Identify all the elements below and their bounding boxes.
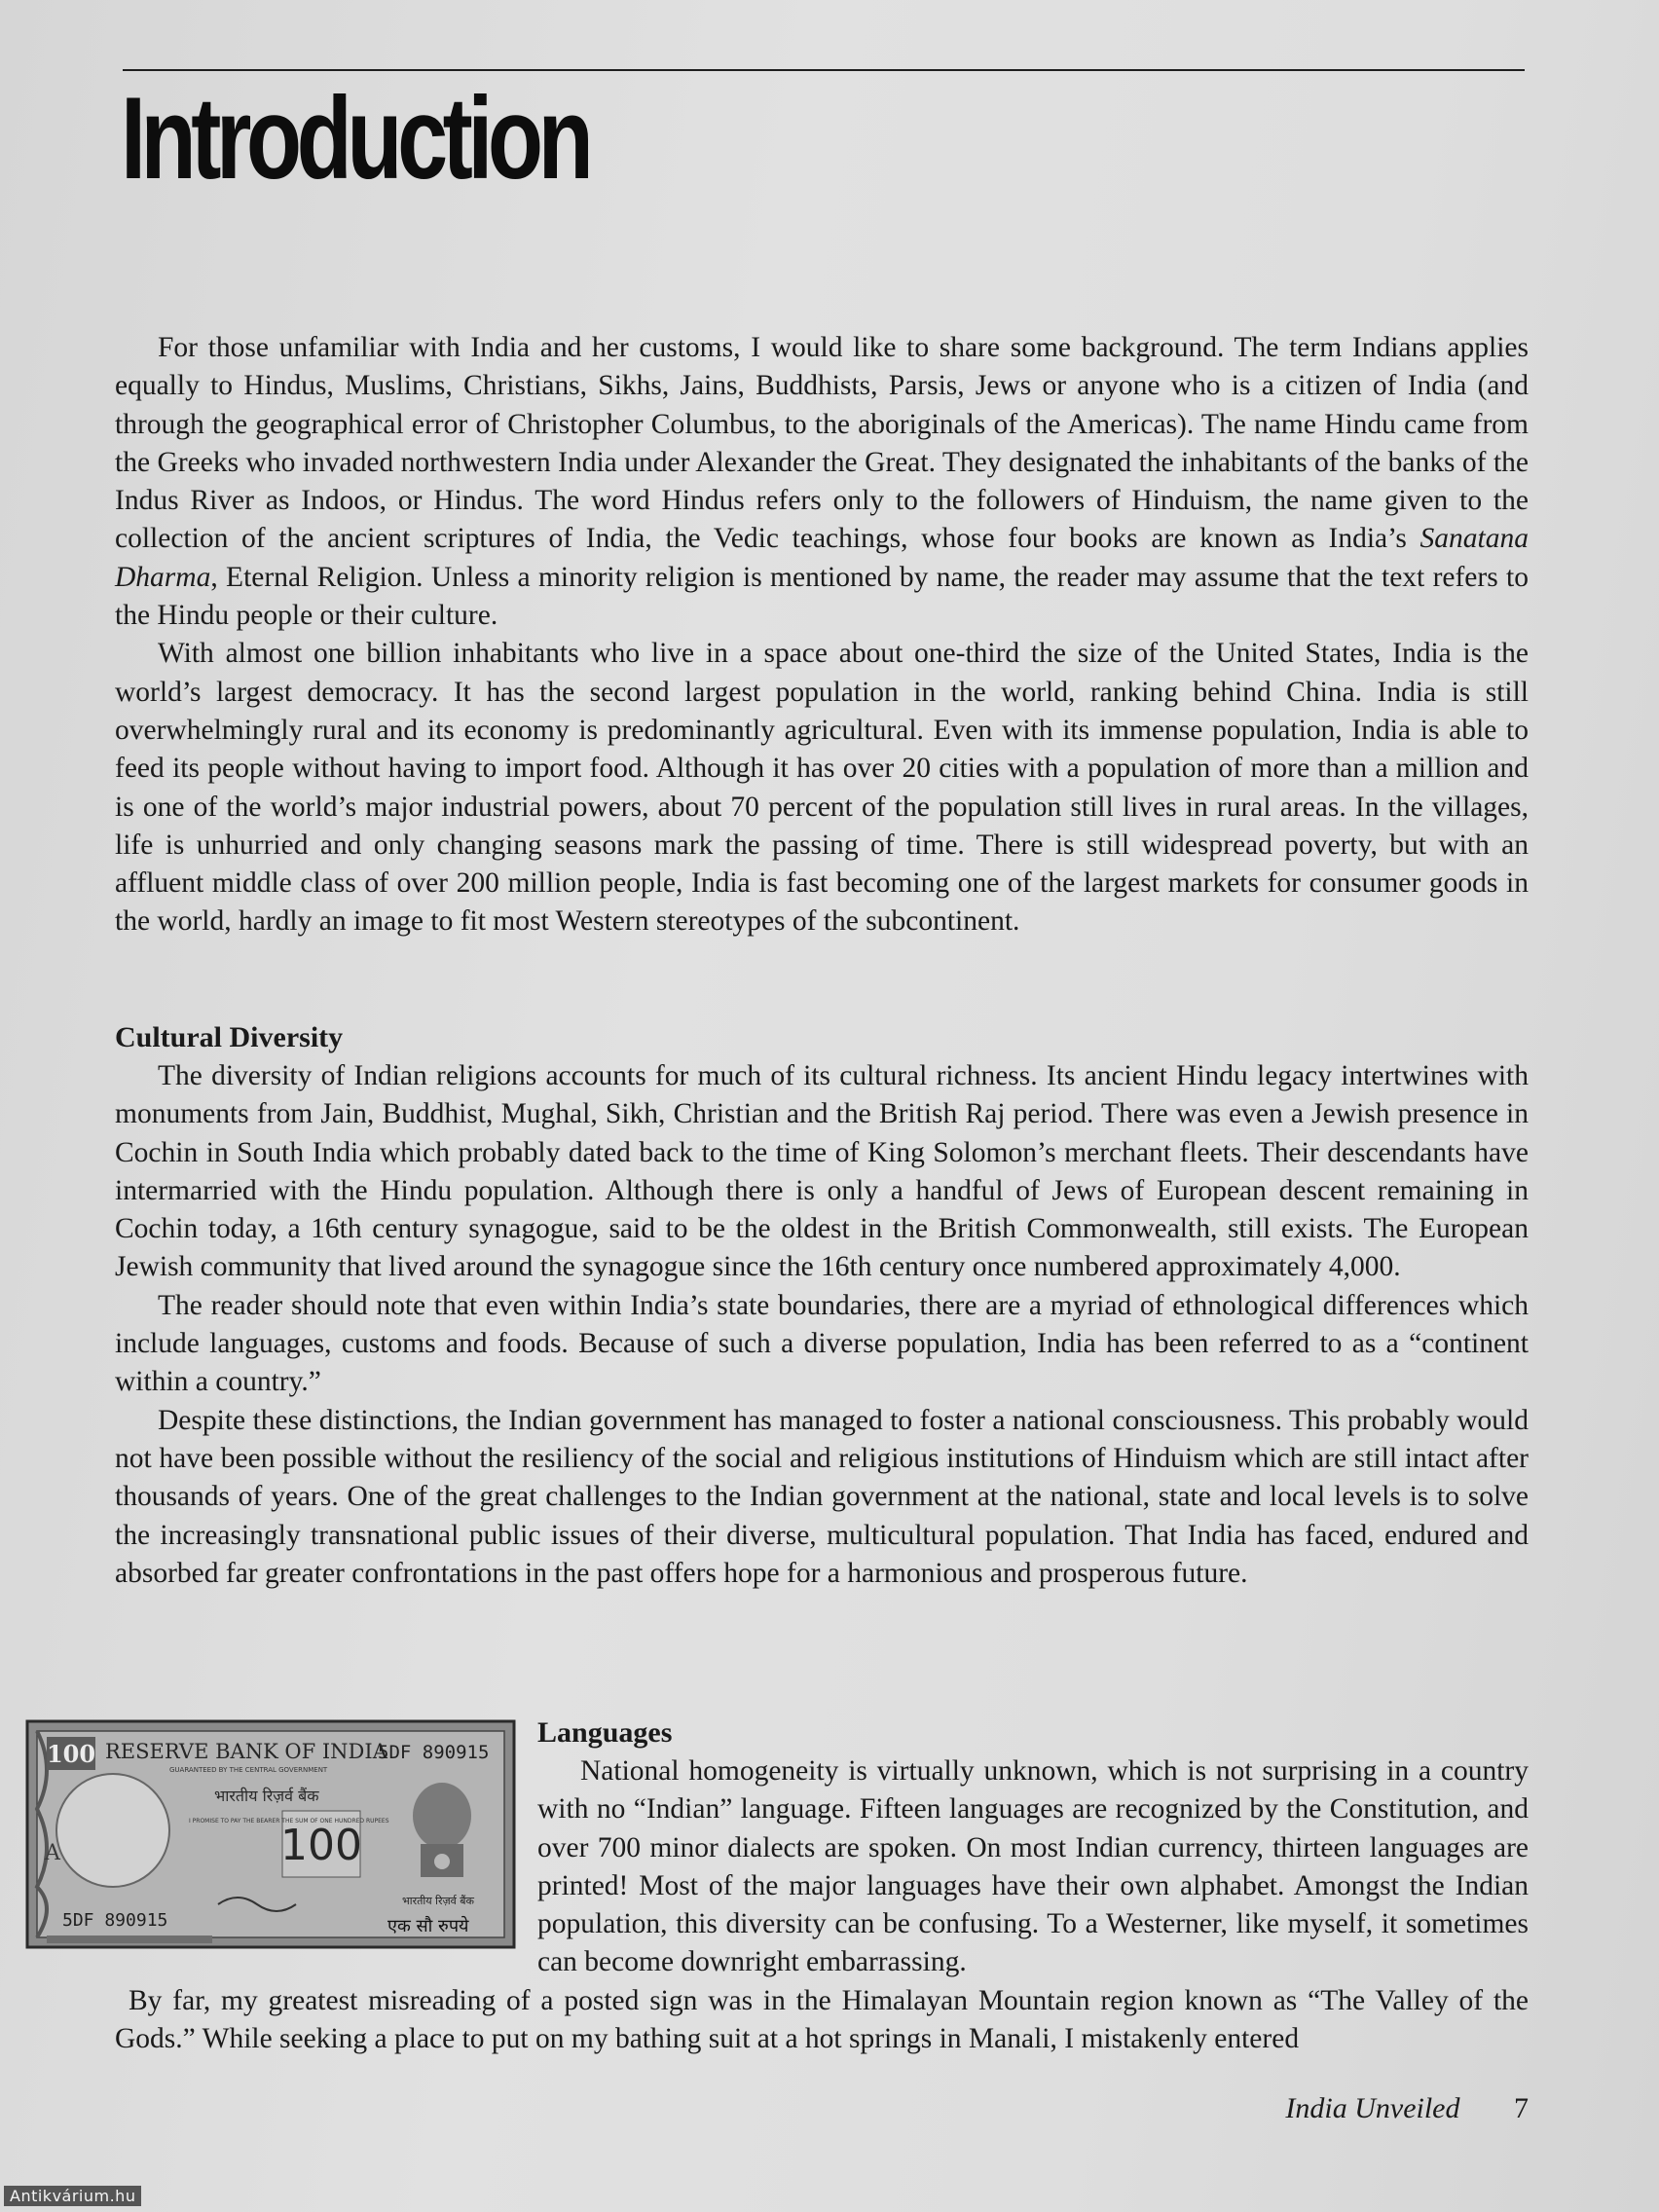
banknote-subline: GUARANTEED BY THE CENTRAL GOVERNMENT — [169, 1766, 328, 1774]
banknote-illustration — [23, 1714, 520, 1957]
italic-term: Sanatana Dharma — [115, 523, 1529, 593]
intro-paragraph-2: With almost one billion inhabitants who live in a space about one-third the size of the United States, India is the world’s largest democracy. It has the second largest population in the world, ranking behind China. India is still overwhelmingly rural and its economy is predominantly agricultural. Even with its immense population, India is able to feed its people without having to import food. Although it has over 20 cities with a population of more than a million and is one of the world’s major industrial powers, about 70 percent of the population still lives in rural areas. In the villages, life is unhurried and only changing seasons mark the passing of time. There is still widespread poverty, but with an affluent middle class of over 200 million people, India is fast becoming one of the largest markets for consumer goods in the world, hardly an image to fit most Western stereotypes of the subcontinent. — [115, 638, 1529, 938]
banknote-image — [23, 1714, 520, 1957]
running-title: India Unveiled — [1285, 2092, 1460, 2124]
languages-paragraph-2: By far, my greatest misreading of a posted sign was in the Himalayan Mountain region known as “The Valley of the Gods.” While seeking a place to put on my bathing suit at a hot springs in Manali, I mistakenly entered — [115, 1985, 1529, 2055]
banknote-inset-letter: A — [45, 1841, 60, 1865]
banknote-serial-top: 5DF 890915 — [378, 1742, 490, 1763]
banknote-hindi-denomination: एक सौ रुपये — [387, 1916, 469, 1936]
page-title: Introduction — [121, 73, 589, 203]
banknote-emblem-caption: भारतीय रिज़र्व बैंक — [402, 1895, 474, 1907]
banknote-hindi-bank: भारतीय रिज़र्व बैंक — [214, 1787, 319, 1805]
languages-paragraph-1: National homogeneity is virtually unknown, which is not surprising in a country with no “Indian” language. Fifteen languages are recognized by the Constitution, and over 700 minor dialects are spoken. On most Indian currency, thirteen languages are printed! Most of the major languages have their own alphabet. Amongst the Indian population, this diversity can be confusing. To a Westerner, like myself, it sometimes can become downright embarrassing. — [537, 1755, 1529, 1978]
page-footer — [1285, 2089, 1529, 2128]
banknote-promise-text: I PROMISE TO PAY THE BEARER THE SUM OF ONE HUNDRED RUPEES — [189, 1818, 389, 1825]
banknote-bank-name: RESERVE BANK OF INDIA — [105, 1740, 387, 1763]
watermark-label: Antikvárium.hu — [4, 2186, 141, 2206]
cultural-diversity-section — [115, 1018, 1529, 1593]
cultural-diversity-paragraph-3: Despite these distinctions, the Indian government has managed to foster a national consciousness. This probably would not have been possible without the resiliency of the social and religious institutions of Hinduism which are still intact after thousands of years. One of the great challenges to the Indian government at the national, state and local levels is to solve the increasingly transnational public issues of their diverse, multicultural population. That India has faced, endured and absorbed far greater confrontations in the past offers hope for a harmonious and prosperous future. — [115, 1404, 1529, 1589]
section-heading-cultural-diversity: Cultural Diversity — [115, 1021, 344, 1053]
intro-paragraph-1 — [115, 329, 1529, 635]
cultural-diversity-paragraph-2: The reader should note that even within India’s state boundaries, there are a myriad of ethnological differences which include languages, customs and foods. Because of such a diverse population, India has been referred to as a “continent within a country.” — [115, 1289, 1529, 1398]
languages-section — [537, 1714, 1529, 1982]
intro-section — [115, 329, 1529, 941]
text-run: For those unfamiliar with India and her customs, I would like to share some background. The term Indians applies equally to Hindus, Muslims, Christians, Sikhs, Jains, Buddhists, Parsis, Jews or anyone who is a citizen of India (and through the geographical error of Christopher Columbus, to the aboriginals of the Americas). The name Hindu came from the Greeks who invaded northwestern India under Alexander the Great. They designated the inhabitants of the banks of the Indus River as Indoos, or Hindus. The word Hindus refers only to the followers of Hinduism, the name given to the collection of the ancient scriptures of India, the Vedic teachings, whose four books are known as India’s — [115, 332, 1529, 555]
text-run: , Eternal Religion. Unless a minority religion is mentioned by name, the reader may assume that the text refers to the Hindu people or their culture. — [115, 561, 1529, 632]
page-number: 7 — [1514, 2092, 1529, 2124]
cultural-diversity-paragraph-1: The diversity of Indian religions accounts for much of its cultural richness. Its ancient Hindu legacy intertwines with monuments from Jain, Buddhist, Mughal, Sikh, Christian and the British Raj period. There was even a Jewish presence in Cochin in South India which probably dated back to the time of King Solomon’s merchant fleets. Their descendants have intermarried with the Hindu population. Although there is only a handful of Jews of European descent remaining in Cochin today, a 16th century synagogue, said to be the oldest in the British Commonwealth, still exists. The European Jewish community that lived around the synagogue since the 16th century once numbered approximately 4,000. — [115, 1060, 1529, 1283]
watermark-circle — [56, 1774, 169, 1887]
lion-capital-emblem — [413, 1783, 471, 1877]
banknote-corner-denomination: 100 — [46, 1740, 96, 1768]
section-heading-languages: Languages — [537, 1716, 673, 1749]
banknote-center-denomination: 100 — [280, 1821, 362, 1870]
banknote-serial-bottom: 5DF 890915 — [62, 1910, 168, 1931]
languages-continuation — [115, 1982, 1529, 2059]
